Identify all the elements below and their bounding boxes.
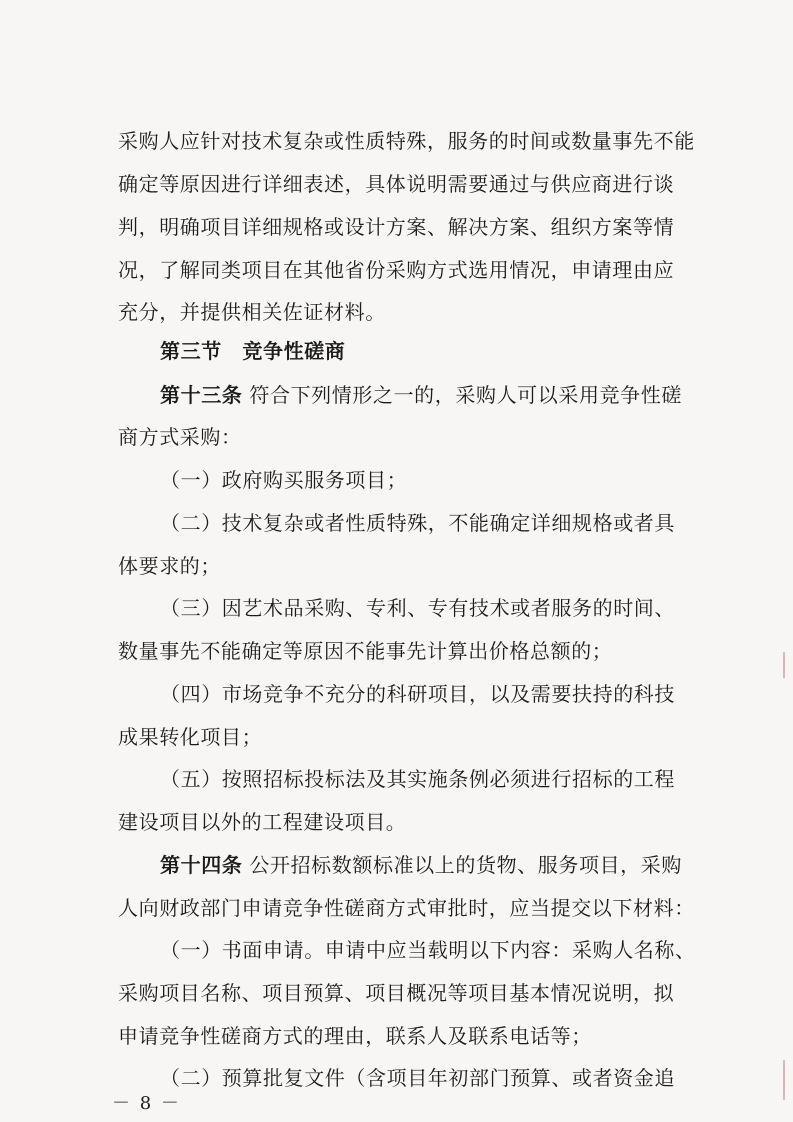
page-number: － 8 － xyxy=(112,1093,181,1114)
article-14-label: 第十四条 xyxy=(160,853,243,877)
paragraph-line: 确定等原因进行详细表述，具体说明需要通过与供应商进行谈 xyxy=(118,172,675,196)
article-13-line xyxy=(160,381,682,409)
list-item: （一）书面申请。申请中应当载明以下内容：采购人名称、 xyxy=(160,938,696,962)
list-item: （三）因艺术品采购、专利、专有技术或者服务的时间、 xyxy=(160,596,675,620)
section-heading: 第三节 竞争性磋商 xyxy=(160,339,346,363)
article-14-text: 公开招标数额标准以上的货物、服务项目，采购 xyxy=(249,853,682,877)
list-item: （二）技术复杂或者性质特殊，不能确定详细规格或者具 xyxy=(160,511,675,535)
article-14-continuation: 人向财政部门申请竞争性磋商方式审批时，应当提交以下材料： xyxy=(118,896,695,920)
article-13-label: 第十三条 xyxy=(160,383,243,407)
list-item-continuation: 成果转化项目； xyxy=(118,725,263,749)
paragraph-line: 采购人应针对技术复杂或性质特殊，服务的时间或数量事先不能 xyxy=(118,129,695,153)
list-item-continuation: 建设项目以外的工程建设项目。 xyxy=(118,810,407,834)
list-item-continuation: 体要求的； xyxy=(118,554,221,578)
paragraph-line: 充分，并提供相关佐证材料。 xyxy=(118,300,386,324)
list-item-continuation: 数量事先不能确定等原因不能事先计算出价格总额的； xyxy=(118,639,613,663)
paragraph-line: 判，明确项目详细规格或设计方案、解决方案、组织方案等情 xyxy=(118,215,675,239)
list-item: （一）政府购买服务项目； xyxy=(160,468,408,492)
article-13-text: 符合下列情形之一的，采购人可以采用竞争性磋 xyxy=(249,383,682,407)
scan-edge-mark xyxy=(783,652,785,678)
list-item: （四）市场竞争不充分的科研项目，以及需要扶持的科技 xyxy=(160,682,675,706)
article-14-line xyxy=(160,851,682,879)
list-item: （二）预算批复文件（含项目年初部门预算、或者资金追 xyxy=(160,1066,675,1090)
article-13-continuation: 商方式采购： xyxy=(118,425,242,449)
list-item-continuation: 采购项目名称、项目预算、项目概况等项目基本情况说明，拟 xyxy=(118,981,675,1005)
paragraph-line: 况，了解同类项目在其他省份采购方式选用情况，申请理由应 xyxy=(118,258,675,282)
list-item-continuation: 申请竞争性磋商方式的理由，联系人及联系电话等； xyxy=(118,1024,592,1048)
list-item: （五）按照招标投标法及其实施条例必须进行招标的工程 xyxy=(160,767,675,791)
scan-edge-mark xyxy=(783,1060,785,1100)
